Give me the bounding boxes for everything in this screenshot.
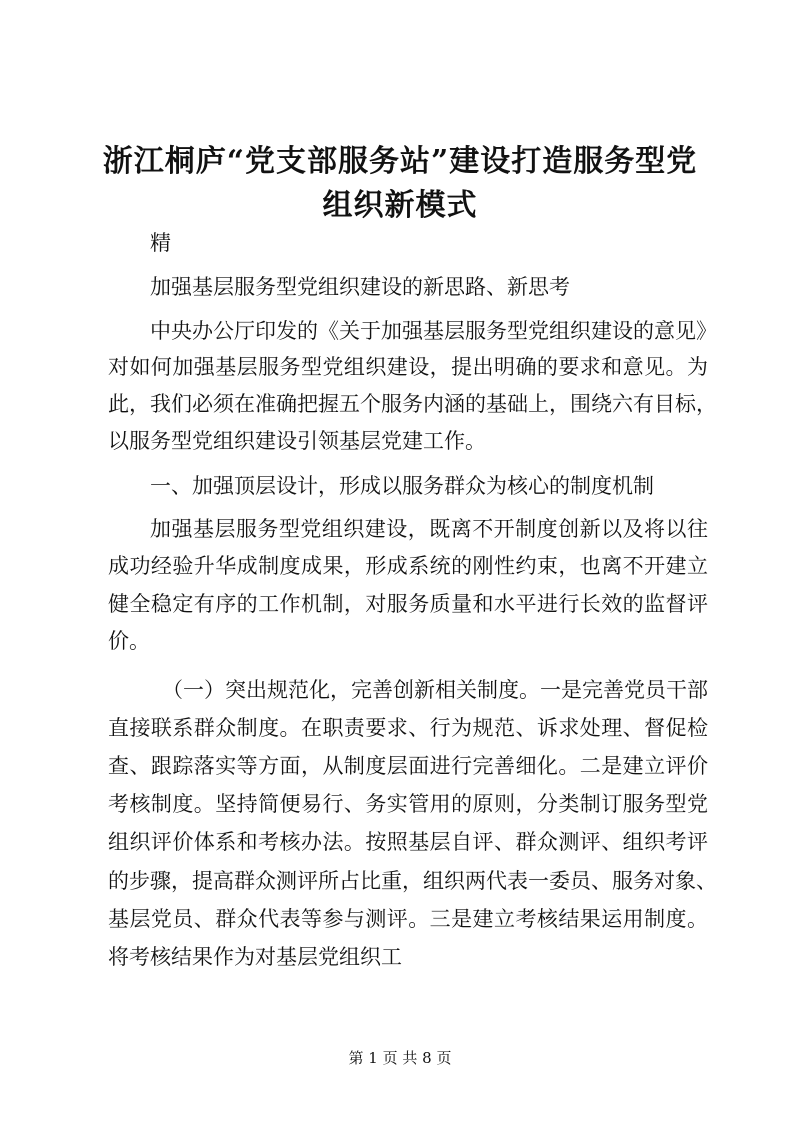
paragraph-line: 精 [150,231,171,255]
paragraph-line: （一）突出规范化，完善创新相关制度。一是完善党员干部 [162,678,708,702]
paragraph-line: 对如何加强基层服务型党组织建设，提出明确的要求和意见。为 [108,355,708,379]
paragraph-line: 查、跟踪落实等方面，从制度层面进行完善细化。二是建立评价 [108,754,708,778]
paragraph-line: 直接联系群众制度。在职责要求、行为规范、诉求处理、督促检 [108,716,708,740]
document-title-line-1: 浙江桐庐“党支部服务站”建设打造服务型党 [102,144,698,179]
paragraph-line: 基层党员、群众代表等参与测评。三是建立考核结果运用制度。 [108,907,708,931]
paragraph-line: 价。 [108,629,150,653]
page-number-footer: 第 1 页 共 8 页 [348,1049,452,1067]
paragraph-line: 此，我们必须在准确把握五个服务内涵的基础上，围绕六有目标， [108,392,717,416]
paragraph-line: 健全稳定有序的工作机制，对服务质量和水平进行长效的监督评 [108,592,708,616]
paragraph-line: 加强基层服务型党组织建设，既离不开制度创新以及将以往 [150,517,708,541]
paragraph-line: 组织评价体系和考核办法。按照基层自评、群众测评、组织考评 [108,830,708,854]
paragraph-line: 以服务型党组织建设引领基层党建工作。 [108,429,486,453]
paragraph-line: 加强基层服务型党组织建设的新思路、新思考 [150,275,570,299]
section-heading: 一、加强顶层设计，形成以服务群众为核心的制度机制 [150,474,654,498]
paragraph-line: 的步骤，提高群众测评所占比重，组织两代表一委员、服务对象、 [108,869,717,893]
paragraph-line: 成功经验升华成制度成果，形成系统的刚性约束，也离不开建立 [108,554,708,578]
paragraph-line: 将考核结果作为对基层党组织工 [108,945,402,969]
paragraph-line: 考核制度。坚持简便易行、务实管用的原则，分类制订服务型党 [108,792,708,816]
paragraph-line: 中央办公厅印发的《关于加强基层服务型党组织建设的意见》 [150,319,717,343]
document-title-line-2: 组织新模式 [322,188,478,223]
